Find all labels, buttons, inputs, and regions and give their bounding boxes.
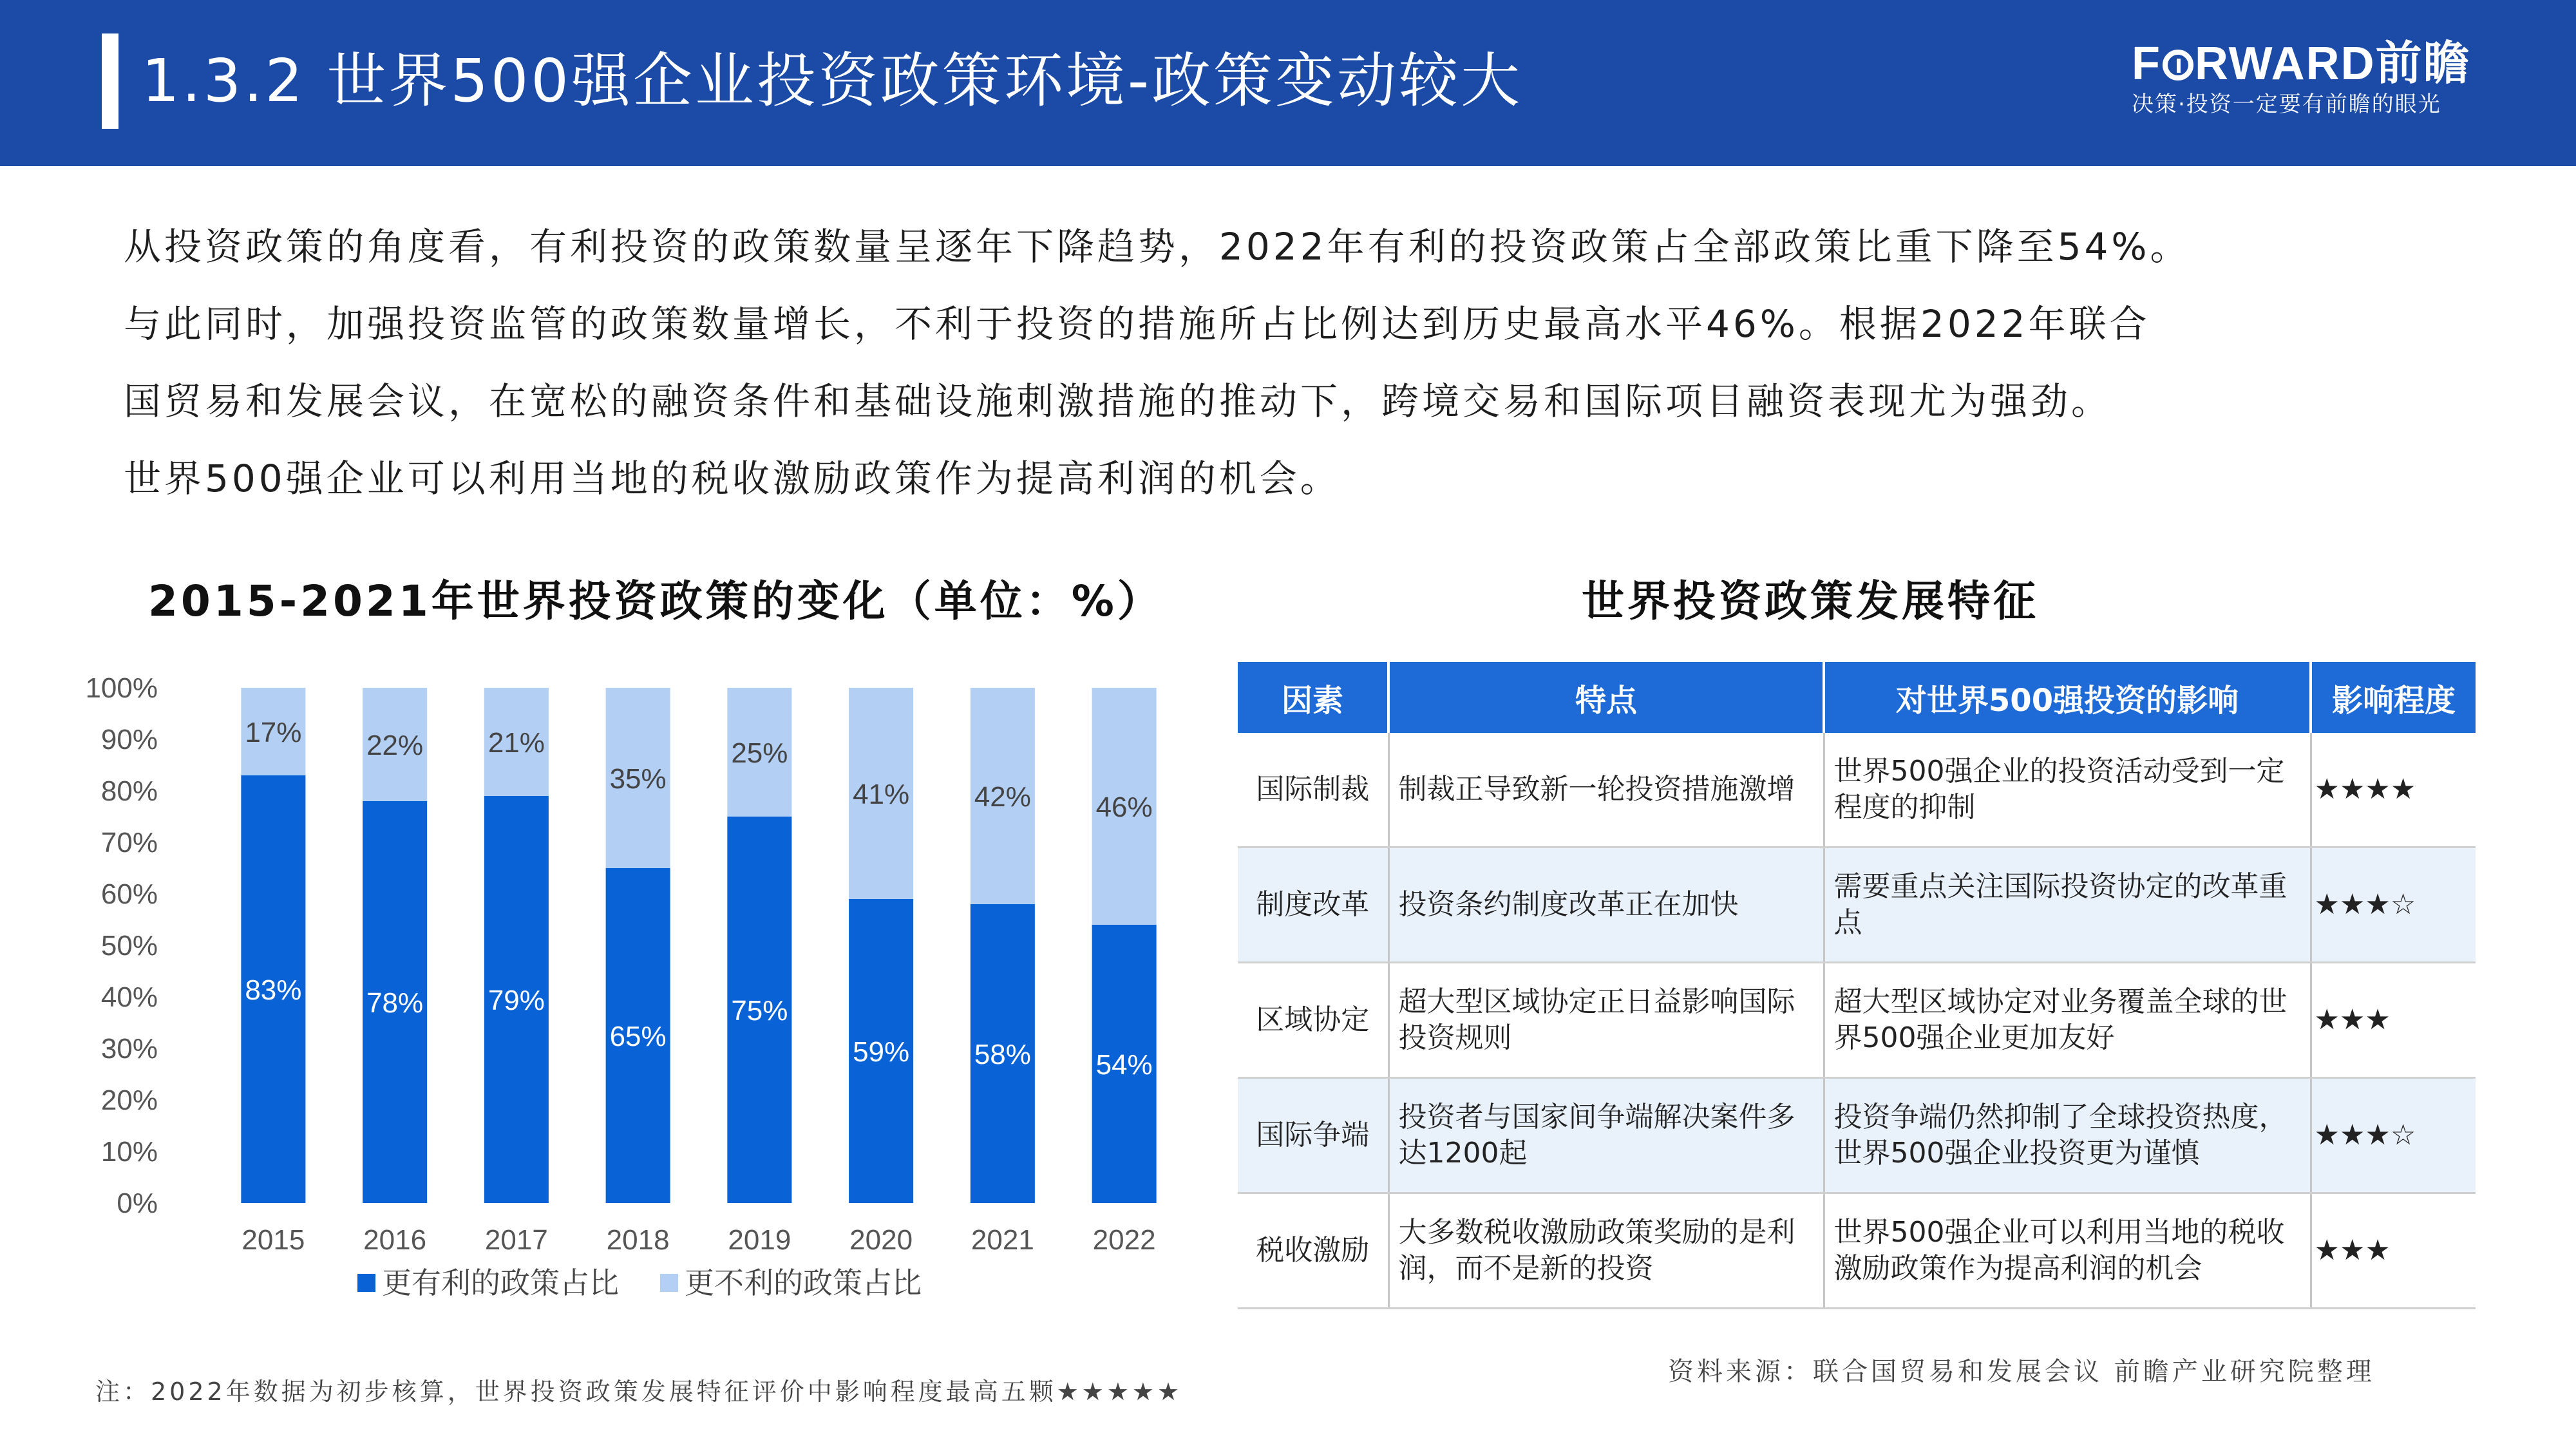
- y-tick-label: 100%: [85, 672, 158, 704]
- table-row: [1238, 733, 2476, 848]
- y-tick-label: 90%: [100, 724, 158, 755]
- intro-paragraph: [124, 208, 2455, 517]
- y-tick-label: 30%: [100, 1033, 158, 1065]
- data-label: 42%: [974, 781, 1031, 813]
- x-tick-label: 2019: [728, 1224, 791, 1256]
- data-label: 59%: [853, 1036, 910, 1068]
- cell-rating: ★★★: [2311, 1193, 2476, 1309]
- y-tick-label: 60%: [100, 878, 158, 910]
- data-label: 25%: [731, 737, 788, 769]
- data-label: 54%: [1095, 1049, 1153, 1081]
- cell-impact: 世界500强企业可以利用当地的税收激励政策作为提高利润的机会: [1824, 1193, 2311, 1309]
- intro-line: 世界500强企业可以利用当地的税收激励政策作为提高利润的机会。: [124, 457, 1341, 500]
- x-tick-label: 2017: [484, 1224, 548, 1256]
- table-row: [1238, 848, 2476, 963]
- data-label: 22%: [366, 730, 424, 761]
- data-label: 17%: [245, 717, 302, 748]
- intro-line: 从投资政策的角度看，有利投资的政策数量呈逐年下降趋势，2022年有利的投资政策占全部政策比重下降至54%。: [124, 225, 2191, 269]
- brand-logo: [2132, 37, 2479, 128]
- x-tick-label: 2022: [1092, 1224, 1156, 1256]
- y-tick-label: 0%: [117, 1188, 158, 1219]
- header-bar: [0, 0, 2576, 166]
- cell-impact: 超大型区域协定对业务覆盖全球的世界500强企业更加友好: [1824, 963, 2311, 1078]
- cell-factor: 国际制裁: [1238, 733, 1388, 848]
- brand-slogan: 决策·投资一定要有前瞻的眼光: [2132, 91, 2441, 117]
- data-label: 83%: [245, 974, 302, 1006]
- power-icon: [2163, 50, 2193, 80]
- x-tick-label: 2018: [606, 1224, 670, 1256]
- header-rating: 影响程度: [2311, 662, 2476, 733]
- cell-feature: 大多数税收激励政策奖励的是利润，而不是新的投资: [1388, 1193, 1824, 1309]
- data-label: 75%: [731, 995, 788, 1027]
- legend-label: 更不利的政策占比: [685, 1265, 922, 1300]
- x-tick-label: 2016: [363, 1224, 427, 1256]
- table-row: [1238, 1078, 2476, 1193]
- cell-factor: 国际争端: [1238, 1078, 1388, 1193]
- stacked-bar-chart: [64, 663, 1198, 1333]
- intro-line: 国贸易和发展会议，在宽松的融资条件和基础设施刺激措施的推动下，跨境交易和国际项目融资表现尤为强劲。: [124, 379, 2112, 423]
- y-tick-label: 40%: [100, 981, 158, 1013]
- cell-impact: 需要重点关注国际投资协定的改革重点: [1824, 848, 2311, 963]
- x-tick-label: 2021: [971, 1224, 1034, 1256]
- page-title: 1.3.2 世界500强企业投资政策环境-政策变动较大: [142, 46, 1523, 115]
- data-label: 46%: [1095, 791, 1153, 823]
- data-label: 58%: [974, 1039, 1031, 1070]
- header-impact: 对世界500强投资的影响: [1824, 662, 2311, 733]
- cell-rating: ★★★☆: [2311, 848, 2476, 963]
- table-title: 世界投资政策发展特征: [1582, 576, 2039, 626]
- x-tick-label: 2020: [849, 1224, 913, 1256]
- data-label: 79%: [488, 985, 545, 1016]
- table-row: [1238, 1193, 2476, 1309]
- cell-rating: ★★★: [2311, 963, 2476, 1078]
- cell-impact: 世界500强企业的投资活动受到一定程度的抑制: [1824, 733, 2311, 848]
- policy-feature-table: [1238, 662, 2476, 1309]
- policy-change-chart: [64, 663, 1198, 1333]
- data-label: 41%: [853, 779, 910, 810]
- data-label: 35%: [609, 763, 667, 795]
- y-tick-label: 70%: [100, 827, 158, 858]
- cell-factor: 制度改革: [1238, 848, 1388, 963]
- legend-label: 更有利的政策占比: [382, 1265, 619, 1300]
- header-factor: 因素: [1238, 662, 1388, 733]
- cell-feature: 超大型区域协定正日益影响国际投资规则: [1388, 963, 1824, 1078]
- y-tick-label: 20%: [100, 1084, 158, 1116]
- legend-swatch: [660, 1274, 678, 1292]
- cell-factor: 税收激励: [1238, 1193, 1388, 1309]
- cell-feature: 投资者与国家间争端解决案件多达1200起: [1388, 1078, 1824, 1193]
- cell-feature: 制裁正导致新一轮投资措施激增: [1388, 733, 1824, 848]
- data-label: 78%: [366, 987, 424, 1019]
- header-feature: 特点: [1388, 662, 1824, 733]
- brand-logo-text: F RWARD前瞻: [2132, 38, 2471, 90]
- cell-rating: ★★★★: [2311, 733, 2476, 848]
- legend-swatch: [357, 1274, 375, 1292]
- data-label: 65%: [609, 1021, 667, 1052]
- y-tick-label: 80%: [100, 775, 158, 807]
- title-accent-bar: [102, 33, 118, 129]
- table-row: [1238, 963, 2476, 1078]
- intro-line: 与此同时，加强投资监管的政策数量增长，不利于投资的措施所占比例达到历史最高水平46%。根据2022年联合: [124, 302, 2150, 346]
- y-tick-label: 50%: [100, 930, 158, 961]
- x-tick-label: 2015: [242, 1224, 305, 1256]
- source-note: 资料来源：联合国贸易和发展会议 前瞻产业研究院整理: [1668, 1357, 2375, 1387]
- table-header-row: [1238, 662, 2476, 733]
- cell-rating: ★★★☆: [2311, 1078, 2476, 1193]
- cell-factor: 区域协定: [1238, 963, 1388, 1078]
- y-tick-label: 10%: [100, 1136, 158, 1168]
- cell-feature: 投资条约制度改革正在加快: [1388, 848, 1824, 963]
- cell-impact: 投资争端仍然抑制了全球投资热度，世界500强企业投资更为谨慎: [1824, 1078, 2311, 1193]
- data-label: 21%: [488, 727, 545, 759]
- chart-title: 2015-2021年世界投资政策的变化（单位：%）: [148, 576, 1163, 626]
- footnote: 注：2022年数据为初步核算，世界投资政策发展特征评价中影响程度最高五颗★★★★★: [95, 1378, 1183, 1406]
